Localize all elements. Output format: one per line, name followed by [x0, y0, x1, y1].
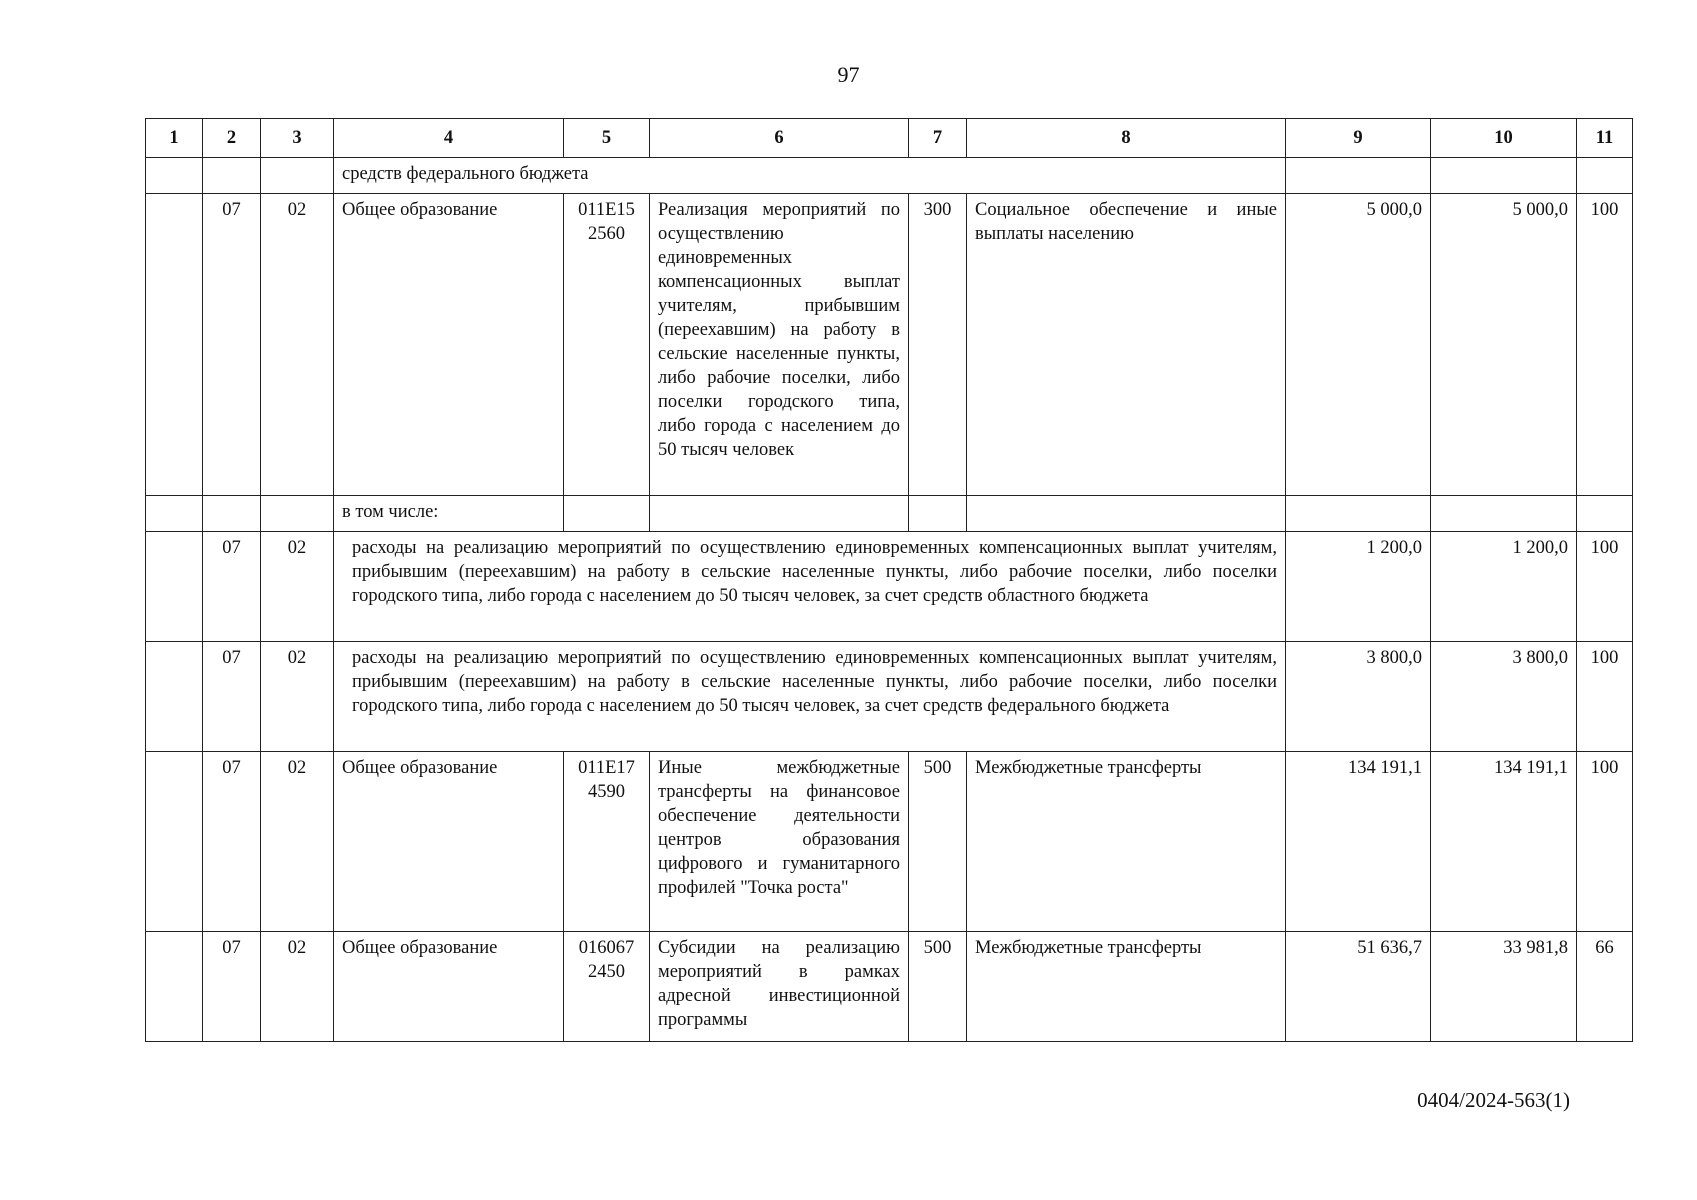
executed-amount-cell: 5 000,0 — [1431, 194, 1577, 496]
table-cell — [146, 532, 203, 642]
percent-cell: 100 — [1577, 532, 1633, 642]
table-cell — [1431, 158, 1577, 194]
percent-cell: 100 — [1577, 752, 1633, 932]
expense-type-code-cell: 300 — [909, 194, 967, 496]
table-body — [146, 119, 1633, 1042]
section-name-cell: Общее образование — [334, 194, 564, 496]
planned-amount-cell: 3 800,0 — [1286, 642, 1431, 752]
section-name-cell: Общее образование — [334, 752, 564, 932]
merged-description-cell: расходы на реализацию мероприятий по осуществлению единовременных компенсационных выплат учителям, прибывшим (переехавшим) на работу в сельские населенные пункты, либо рабочие поселки, либо поселки городского типа, либо города с населением до 50 тысяч человек, за счет средств федерального бюджета — [334, 642, 1286, 752]
subsection-code-cell: 02 — [261, 932, 334, 1042]
subsection-code-cell: 02 — [261, 752, 334, 932]
section-code-cell: 07 — [203, 932, 261, 1042]
page-number: 97 — [837, 62, 860, 87]
table-cell — [203, 496, 261, 532]
executed-amount-cell: 33 981,8 — [1431, 932, 1577, 1042]
subsection-code-cell: 02 — [261, 642, 334, 752]
column-header: 7 — [909, 119, 967, 158]
executed-amount-cell: 3 800,0 — [1431, 642, 1577, 752]
table-cell — [146, 496, 203, 532]
expense-type-name-cell: Межбюджетные трансферты — [967, 752, 1286, 932]
expense-type-name-cell: Социальное обеспечение и иные выплаты населению — [967, 194, 1286, 496]
planned-amount-cell: 134 191,1 — [1286, 752, 1431, 932]
table-cell — [650, 496, 909, 532]
column-header: 8 — [967, 119, 1286, 158]
table-cell — [1431, 496, 1577, 532]
expense-type-code-cell: 500 — [909, 932, 967, 1042]
executed-amount-cell: 1 200,0 — [1431, 532, 1577, 642]
section-name-cell: Общее образование — [334, 932, 564, 1042]
table-cell — [1577, 158, 1633, 194]
expense-type-name-cell: Межбюджетные трансферты — [967, 932, 1286, 1042]
table-row — [146, 496, 1633, 532]
table-row — [146, 932, 1633, 1042]
expense-type-code-cell: 500 — [909, 752, 967, 932]
table-cell — [146, 158, 203, 194]
description-cell: Реализация мероприятий по осуществлению единовременных компенсационных выплат учителям, прибывшим (переехавшим) на работу в сельские населенные пункты, либо рабочие поселки, либо поселки городского типа, либо города с населением до 50 тысяч человек — [650, 194, 909, 496]
table-cell — [203, 158, 261, 194]
table-row — [146, 752, 1633, 932]
column-header: 11 — [1577, 119, 1633, 158]
subsection-code-cell: 02 — [261, 532, 334, 642]
column-header: 9 — [1286, 119, 1431, 158]
target-article-cell: 011Е17 4590 — [564, 752, 650, 932]
table-row — [146, 532, 1633, 642]
column-header: 1 — [146, 119, 203, 158]
table-cell — [909, 496, 967, 532]
percent-cell: 100 — [1577, 194, 1633, 496]
subsection-code-cell: 02 — [261, 194, 334, 496]
subheading-cell: в том числе: — [334, 496, 564, 532]
column-header: 2 — [203, 119, 261, 158]
planned-amount-cell: 51 636,7 — [1286, 932, 1431, 1042]
table-row — [146, 194, 1633, 496]
section-code-cell: 07 — [203, 642, 261, 752]
target-article-cell: 011Е15 2560 — [564, 194, 650, 496]
budget-table — [145, 118, 1633, 1042]
column-header: 4 — [334, 119, 564, 158]
table-header-row — [146, 119, 1633, 158]
document-code: 0404/2024-563(1) — [1417, 1088, 1570, 1112]
column-header: 6 — [650, 119, 909, 158]
table-cell — [564, 496, 650, 532]
target-article-cell: 016067 2450 — [564, 932, 650, 1042]
merged-description-cell: расходы на реализацию мероприятий по осуществлению единовременных компенсационных выплат учителям, прибывшим (переехавшим) на работу в сельские населенные пункты, либо рабочие поселки, либо поселки городского типа, либо города с населением до 50 тысяч человек, за счет средств областного бюджета — [334, 532, 1286, 642]
table-cell — [1286, 496, 1431, 532]
description-cell: Субсидии на реализацию мероприятий в рамках адресной инвестиционной программы — [650, 932, 909, 1042]
table-cell — [146, 642, 203, 752]
section-code-cell: 07 — [203, 752, 261, 932]
section-code-cell: 07 — [203, 532, 261, 642]
planned-amount-cell: 5 000,0 — [1286, 194, 1431, 496]
percent-cell: 100 — [1577, 642, 1633, 752]
planned-amount-cell: 1 200,0 — [1286, 532, 1431, 642]
executed-amount-cell: 134 191,1 — [1431, 752, 1577, 932]
table-cell — [261, 496, 334, 532]
column-header: 5 — [564, 119, 650, 158]
column-header: 3 — [261, 119, 334, 158]
table-cell — [146, 932, 203, 1042]
table-cell — [146, 752, 203, 932]
continuation-text-cell: средств федерального бюджета — [334, 158, 1286, 194]
table-cell — [967, 496, 1286, 532]
table-row — [146, 158, 1633, 194]
column-header: 10 — [1431, 119, 1577, 158]
table-cell — [1577, 496, 1633, 532]
section-code-cell: 07 — [203, 194, 261, 496]
table-cell — [261, 158, 334, 194]
table-cell — [146, 194, 203, 496]
table-row — [146, 642, 1633, 752]
table-cell — [1286, 158, 1431, 194]
percent-cell: 66 — [1577, 932, 1633, 1042]
description-cell: Иные межбюджетные трансферты на финансовое обеспечение деятельности центров образования цифрового и гуманитарного профилей "Точка роста" — [650, 752, 909, 932]
